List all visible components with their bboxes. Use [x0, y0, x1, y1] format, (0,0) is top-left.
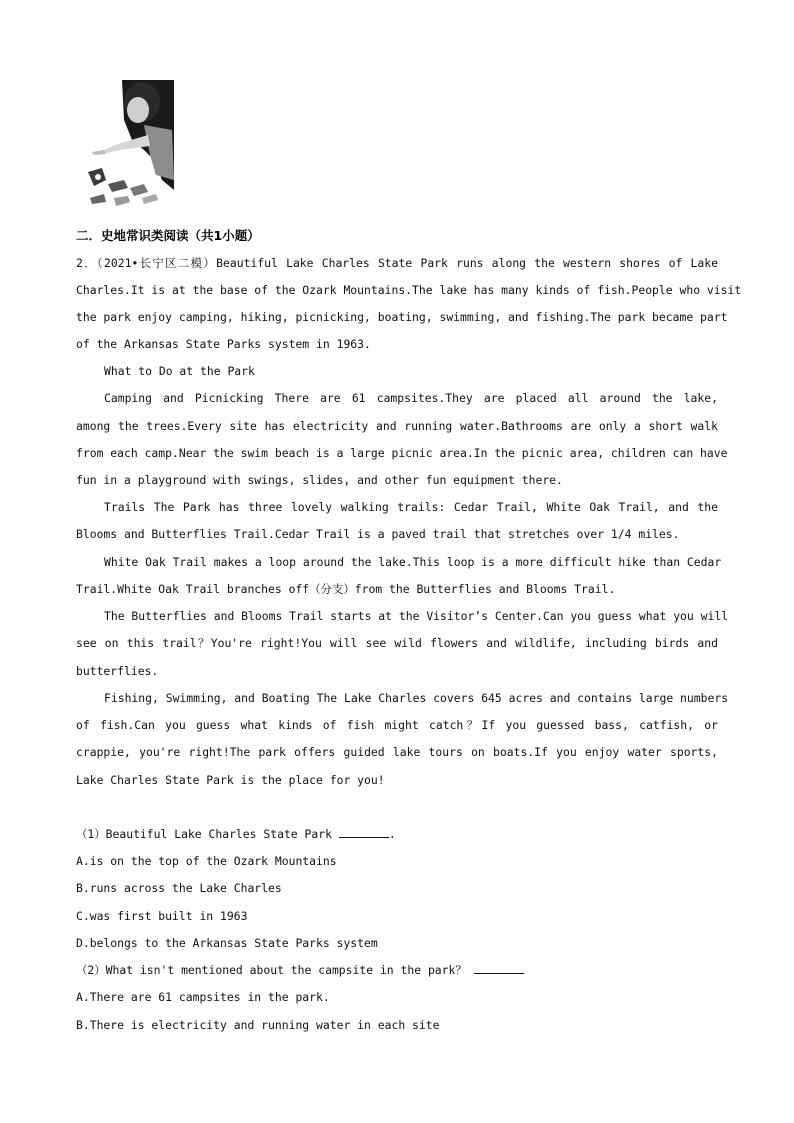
- passage-line: Lake Charles State Park is the place for you!: [76, 773, 385, 787]
- answer-option: B.runs across the Lake Charles: [76, 881, 282, 895]
- passage-line: the park enjoy camping, hiking, picnicking, boating, swimming, and fishing.The park became part: [76, 310, 728, 324]
- passage-line: crappie, you're right!The park offers guided lake tours on boats.If you enjoy water sports,: [76, 745, 718, 759]
- passage-line: Camping and Picnicking There are 61 campsites.They are placed all around the lake,: [104, 391, 718, 405]
- question-stem: [76, 826, 396, 842]
- passage-line: Fishing, Swimming, and Boating The Lake Charles covers 645 acres and contains large numbers: [104, 691, 729, 705]
- answer-blank: [339, 826, 389, 838]
- passage-line: see on this trail？You're right!You will see wild flowers and wildlife, including birds and: [76, 636, 718, 650]
- answer-option: B.There is electricity and running water in each site: [76, 1018, 440, 1032]
- passage-line: butterflies.: [76, 664, 159, 678]
- passage-line: among the trees.Every site has electricity and running water.Bathrooms are only a short walk: [76, 419, 718, 433]
- passage-line: Trail.White Oak Trail branches off（分支）from the Butterflies and Blooms Trail.: [76, 582, 616, 596]
- passage-line: The Butterflies and Blooms Trail starts at the Visitor’s Center.Can you guess what you will: [104, 609, 729, 623]
- question-stem-text: （1）Beautiful Lake Charles State Park: [76, 827, 332, 841]
- passage-subheading: What to Do at the Park: [104, 364, 255, 378]
- question-stem: [76, 962, 524, 978]
- passage-line: from each camp.Near the swim beach is a large picnic area.In the picnic area, children can have: [76, 446, 728, 460]
- answer-option: C.was first built in 1963: [76, 909, 248, 923]
- answer-blank: [474, 962, 524, 974]
- question-stem-text: （2）What isn't mentioned about the campsite in the park？: [76, 963, 467, 977]
- person-pointing-photo: [84, 80, 174, 214]
- answer-option: A.There are 61 campsites in the park.: [76, 990, 330, 1004]
- passage-line: fun in a playground with swings, slides, and other fun equipment there.: [76, 473, 563, 487]
- answer-option: A.is on the top of the Ozark Mountains: [76, 854, 337, 868]
- passage-line: Charles.It is at the base of the Ozark Mountains.The lake has many kinds of fish.People who visit: [76, 283, 742, 297]
- question-stem-end: .: [388, 827, 396, 841]
- passage-line: Blooms and Butterflies Trail.Cedar Trail is a paved trail that stretches over 1/4 miles.: [76, 527, 680, 541]
- passage-line: of fish.Can you guess what kinds of fish might catch？If you guessed bass, catfish, or: [76, 718, 718, 732]
- passage-line: White Oak Trail makes a loop around the lake.This loop is a more difficult hike than Cedar: [104, 555, 722, 569]
- answer-option: D.belongs to the Arkansas State Parks system: [76, 936, 378, 950]
- passage-line: of the Arkansas State Parks system in 1963.: [76, 337, 371, 351]
- section-heading: 二．史地常识类阅读（共1小题）: [76, 228, 260, 243]
- passage-line: 2．（2021•长宁区二模）Beautiful Lake Charles State Park runs along the western shores of Lake: [76, 256, 718, 270]
- passage-line: Trails The Park has three lovely walking trails: Cedar Trail, White Oak Trail, and the: [104, 500, 718, 514]
